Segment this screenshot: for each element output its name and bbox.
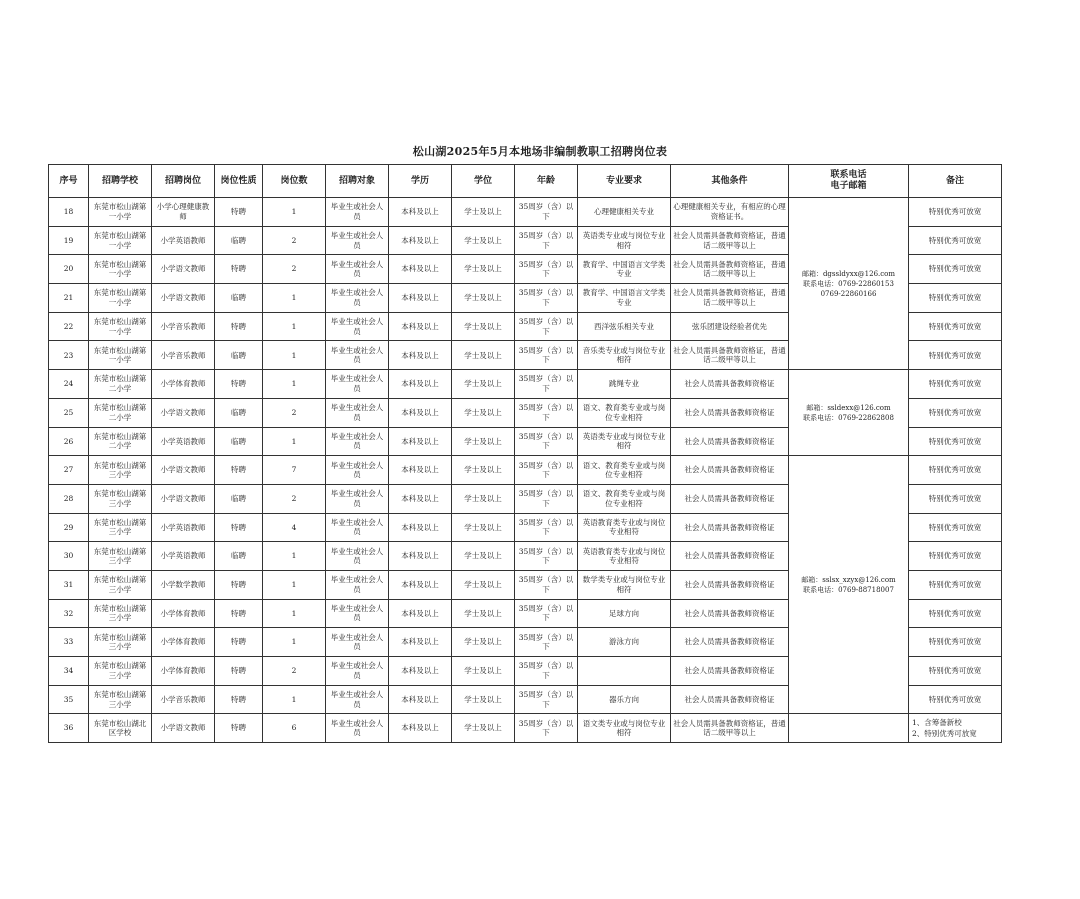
cell-other: 社会人员需具备教师资格证，普通话二级甲等以上	[671, 341, 789, 370]
cell-target: 毕业生或社会人员	[326, 685, 389, 714]
contact-phone1: 联系电话：0769-88718007	[803, 585, 894, 594]
cell-count: 1	[263, 284, 326, 313]
cell-major: 英语类专业或与岗位专业相符	[578, 427, 671, 456]
cell-edu: 本科及以上	[389, 226, 452, 255]
cell-major: 语文、教育类专业或与岗位专业相符	[578, 398, 671, 427]
cell-major: 游泳方向	[578, 628, 671, 657]
cell-no: 36	[49, 714, 89, 743]
cell-nature: 特聘	[215, 198, 263, 227]
cell-target: 毕业生或社会人员	[326, 198, 389, 227]
contact-info	[789, 370, 909, 456]
cell-age: 35周岁（含）以下	[515, 542, 578, 571]
cell-no: 33	[49, 628, 89, 657]
cell-edu: 本科及以上	[389, 513, 452, 542]
cell-count: 1	[263, 341, 326, 370]
cell-count: 2	[263, 657, 326, 686]
cell-nature: 临聘	[215, 226, 263, 255]
recruitment-table	[48, 164, 1002, 743]
cell-age: 35周岁（含）以下	[515, 198, 578, 227]
cell-count: 1	[263, 570, 326, 599]
cell-degree: 学士及以上	[452, 198, 515, 227]
cell-remark: 特别优秀可放宽	[909, 570, 1002, 599]
cell-post: 小学英语教师	[152, 226, 215, 255]
contact-phone1: 联系电话：0769-22862808	[803, 413, 894, 422]
cell-edu: 本科及以上	[389, 398, 452, 427]
header-col-contact: 联系电话 电子邮箱	[789, 165, 909, 198]
cell-count: 1	[263, 427, 326, 456]
header-col-nature: 岗位性质	[215, 165, 263, 198]
cell-other: 社会人员需具备教师资格证	[671, 427, 789, 456]
cell-degree: 学士及以上	[452, 570, 515, 599]
cell-no: 28	[49, 484, 89, 513]
cell-degree: 学士及以上	[452, 370, 515, 399]
cell-remark: 特别优秀可放宽	[909, 255, 1002, 284]
cell-edu: 本科及以上	[389, 685, 452, 714]
cell-nature: 临聘	[215, 427, 263, 456]
cell-major: 跳绳专业	[578, 370, 671, 399]
cell-post: 小学体育教师	[152, 628, 215, 657]
table-header-row	[49, 165, 1002, 198]
cell-post: 小学英语教师	[152, 427, 215, 456]
cell-target: 毕业生或社会人员	[326, 341, 389, 370]
cell-major	[578, 657, 671, 686]
cell-school: 东莞市松山湖第一小学	[89, 312, 152, 341]
cell-school: 东莞市松山湖第三小学	[89, 484, 152, 513]
header-col-edu: 学历	[389, 165, 452, 198]
cell-other: 社会人员需具备教师资格证	[671, 456, 789, 485]
cell-no: 34	[49, 657, 89, 686]
cell-remark: 特别优秀可放宽	[909, 198, 1002, 227]
cell-age: 35周岁（含）以下	[515, 484, 578, 513]
header-col-target: 招聘对象	[326, 165, 389, 198]
cell-remark: 特别优秀可放宽	[909, 284, 1002, 313]
cell-post: 小学音乐教师	[152, 312, 215, 341]
cell-degree: 学士及以上	[452, 398, 515, 427]
cell-major: 语文类专业或与岗位专业相符	[578, 714, 671, 743]
cell-count: 2	[263, 398, 326, 427]
cell-no: 27	[49, 456, 89, 485]
cell-degree: 学士及以上	[452, 714, 515, 743]
cell-school: 东莞市松山湖第三小学	[89, 599, 152, 628]
cell-school: 东莞市松山湖第一小学	[89, 284, 152, 313]
cell-post: 小学心理健康教师	[152, 198, 215, 227]
cell-nature: 特聘	[215, 370, 263, 399]
cell-degree: 学士及以上	[452, 484, 515, 513]
cell-age: 35周岁（含）以下	[515, 427, 578, 456]
cell-remark: 特别优秀可放宽	[909, 427, 1002, 456]
cell-nature: 特聘	[215, 599, 263, 628]
cell-nature: 特聘	[215, 714, 263, 743]
cell-target: 毕业生或社会人员	[326, 456, 389, 485]
cell-edu: 本科及以上	[389, 198, 452, 227]
header-col-no: 序号	[49, 165, 89, 198]
cell-post: 小学体育教师	[152, 370, 215, 399]
cell-other: 社会人员需具备教师资格证	[671, 599, 789, 628]
cell-target: 毕业生或社会人员	[326, 255, 389, 284]
cell-nature: 临聘	[215, 542, 263, 571]
cell-nature: 临聘	[215, 284, 263, 313]
cell-nature: 特聘	[215, 255, 263, 284]
table-row	[49, 198, 1002, 227]
cell-remark: 特别优秀可放宽	[909, 370, 1002, 399]
cell-major: 西洋弦乐相关专业	[578, 312, 671, 341]
cell-nature: 特聘	[215, 628, 263, 657]
cell-post: 小学语文教师	[152, 714, 215, 743]
cell-age: 35周岁（含）以下	[515, 714, 578, 743]
contact-email: 邮箱：sslsx_xzyx@126.com	[801, 575, 896, 584]
cell-school: 东莞市松山湖第三小学	[89, 685, 152, 714]
cell-degree: 学士及以上	[452, 341, 515, 370]
cell-target: 毕业生或社会人员	[326, 284, 389, 313]
cell-age: 35周岁（含）以下	[515, 226, 578, 255]
cell-target: 毕业生或社会人员	[326, 484, 389, 513]
cell-major: 器乐方向	[578, 685, 671, 714]
cell-remark: 特别优秀可放宽	[909, 456, 1002, 485]
cell-degree: 学士及以上	[452, 542, 515, 571]
cell-remark: 特别优秀可放宽	[909, 685, 1002, 714]
contact-email: 邮箱：ssldexx@126.com	[806, 403, 891, 412]
cell-no: 21	[49, 284, 89, 313]
cell-other: 社会人员需具备教师资格证	[671, 370, 789, 399]
cell-remark: 特别优秀可放宽	[909, 398, 1002, 427]
cell-degree: 学士及以上	[452, 456, 515, 485]
cell-other: 社会人员需具备教师资格证	[671, 628, 789, 657]
cell-target: 毕业生或社会人员	[326, 370, 389, 399]
cell-other: 社会人员需具备教师资格证	[671, 685, 789, 714]
cell-other: 社会人员需具备教师资格证，普通话二级甲等以上	[671, 714, 789, 743]
cell-count: 1	[263, 685, 326, 714]
cell-age: 35周岁（含）以下	[515, 370, 578, 399]
cell-target: 毕业生或社会人员	[326, 226, 389, 255]
cell-count: 1	[263, 542, 326, 571]
cell-school: 东莞市松山湖第三小学	[89, 542, 152, 571]
cell-count: 1	[263, 599, 326, 628]
cell-no: 23	[49, 341, 89, 370]
cell-degree: 学士及以上	[452, 628, 515, 657]
cell-edu: 本科及以上	[389, 312, 452, 341]
cell-age: 35周岁（含）以下	[515, 398, 578, 427]
cell-target: 毕业生或社会人员	[326, 599, 389, 628]
cell-edu: 本科及以上	[389, 714, 452, 743]
cell-no: 19	[49, 226, 89, 255]
cell-nature: 特聘	[215, 456, 263, 485]
cell-age: 35周岁（含）以下	[515, 628, 578, 657]
cell-count: 4	[263, 513, 326, 542]
cell-degree: 学士及以上	[452, 599, 515, 628]
cell-nature: 特聘	[215, 312, 263, 341]
cell-post: 小学英语教师	[152, 513, 215, 542]
cell-age: 35周岁（含）以下	[515, 599, 578, 628]
cell-other: 社会人员需具备教师资格证，普通话二级甲等以上	[671, 255, 789, 284]
cell-count: 1	[263, 198, 326, 227]
cell-target: 毕业生或社会人员	[326, 628, 389, 657]
cell-post: 小学数学教师	[152, 570, 215, 599]
cell-nature: 特聘	[215, 685, 263, 714]
cell-no: 22	[49, 312, 89, 341]
cell-edu: 本科及以上	[389, 456, 452, 485]
cell-edu: 本科及以上	[389, 484, 452, 513]
cell-post: 小学体育教师	[152, 657, 215, 686]
header-col-remark: 备注	[909, 165, 1002, 198]
cell-school: 东莞市松山湖第三小学	[89, 570, 152, 599]
cell-major: 音乐类专业或与岗位专业相符	[578, 341, 671, 370]
cell-degree: 学士及以上	[452, 513, 515, 542]
cell-other: 社会人员需具备教师资格证	[671, 484, 789, 513]
cell-target: 毕业生或社会人员	[326, 513, 389, 542]
cell-age: 35周岁（含）以下	[515, 255, 578, 284]
header-col-major: 专业要求	[578, 165, 671, 198]
cell-remark: 特别优秀可放宽	[909, 628, 1002, 657]
cell-target: 毕业生或社会人员	[326, 570, 389, 599]
cell-post: 小学语文教师	[152, 255, 215, 284]
cell-other: 社会人员需具备教师资格证，普通话二级甲等以上	[671, 284, 789, 313]
cell-no: 25	[49, 398, 89, 427]
cell-count: 2	[263, 255, 326, 284]
cell-other: 弦乐团建设经验者优先	[671, 312, 789, 341]
cell-remark: 特别优秀可放宽	[909, 484, 1002, 513]
cell-edu: 本科及以上	[389, 370, 452, 399]
cell-major: 英语教育类专业或与岗位专业相符	[578, 513, 671, 542]
cell-target: 毕业生或社会人员	[326, 714, 389, 743]
cell-major: 语文、教育类专业或与岗位专业相符	[578, 484, 671, 513]
cell-major: 语文、教育类专业或与岗位专业相符	[578, 456, 671, 485]
cell-school: 东莞市松山湖第一小学	[89, 226, 152, 255]
cell-nature: 特聘	[215, 570, 263, 599]
cell-nature: 特聘	[215, 513, 263, 542]
cell-other: 社会人员需具备教师资格证	[671, 657, 789, 686]
cell-school: 东莞市松山湖第二小学	[89, 398, 152, 427]
cell-age: 35周岁（含）以下	[515, 657, 578, 686]
cell-post: 小学英语教师	[152, 542, 215, 571]
contact-phone1: 联系电话：0769-22860153	[803, 279, 894, 288]
cell-no: 32	[49, 599, 89, 628]
cell-remark: 特别优秀可放宽	[909, 599, 1002, 628]
cell-no: 20	[49, 255, 89, 284]
cell-other: 社会人员需具备教师资格证	[671, 570, 789, 599]
cell-school: 东莞市松山湖第三小学	[89, 513, 152, 542]
header-col-age: 年龄	[515, 165, 578, 198]
cell-degree: 学士及以上	[452, 657, 515, 686]
cell-school: 东莞市松山湖第一小学	[89, 255, 152, 284]
cell-school: 东莞市松山湖第三小学	[89, 628, 152, 657]
cell-nature: 特聘	[215, 657, 263, 686]
header-col-post: 招聘岗位	[152, 165, 215, 198]
cell-post: 小学音乐教师	[152, 341, 215, 370]
cell-edu: 本科及以上	[389, 599, 452, 628]
cell-nature: 临聘	[215, 341, 263, 370]
cell-major: 足球方向	[578, 599, 671, 628]
cell-degree: 学士及以上	[452, 427, 515, 456]
contact-info	[789, 456, 909, 714]
cell-target: 毕业生或社会人员	[326, 398, 389, 427]
cell-count: 2	[263, 226, 326, 255]
cell-remark: 特别优秀可放宽	[909, 542, 1002, 571]
cell-school: 东莞市松山湖北区学校	[89, 714, 152, 743]
cell-degree: 学士及以上	[452, 284, 515, 313]
cell-edu: 本科及以上	[389, 427, 452, 456]
cell-count: 2	[263, 484, 326, 513]
cell-no: 31	[49, 570, 89, 599]
cell-count: 1	[263, 312, 326, 341]
cell-major: 教育学、中国语言文学类专业	[578, 284, 671, 313]
table-row	[49, 456, 1002, 485]
cell-edu: 本科及以上	[389, 255, 452, 284]
cell-count: 1	[263, 370, 326, 399]
cell-edu: 本科及以上	[389, 628, 452, 657]
header-col-degree: 学位	[452, 165, 515, 198]
cell-age: 35周岁（含）以下	[515, 513, 578, 542]
cell-age: 35周岁（含）以下	[515, 456, 578, 485]
cell-post: 小学音乐教师	[152, 685, 215, 714]
cell-other: 社会人员需具备教师资格证	[671, 542, 789, 571]
contact-email: 邮箱：dgssldyxx@126.com	[801, 269, 896, 278]
header-col-school: 招聘学校	[89, 165, 152, 198]
cell-major: 心理健康相关专业	[578, 198, 671, 227]
cell-post: 小学语文教师	[152, 398, 215, 427]
cell-school: 东莞市松山湖第一小学	[89, 198, 152, 227]
table-row	[49, 714, 1002, 743]
cell-remark: 特别优秀可放宽	[909, 341, 1002, 370]
cell-count: 7	[263, 456, 326, 485]
cell-age: 35周岁（含）以下	[515, 341, 578, 370]
cell-edu: 本科及以上	[389, 657, 452, 686]
cell-major: 英语类专业或与岗位专业相符	[578, 226, 671, 255]
cell-other: 社会人员需具备教师资格证	[671, 513, 789, 542]
table-row	[49, 370, 1002, 399]
cell-age: 35周岁（含）以下	[515, 312, 578, 341]
cell-remark: 特别优秀可放宽	[909, 226, 1002, 255]
cell-count: 1	[263, 628, 326, 657]
cell-post: 小学语文教师	[152, 456, 215, 485]
cell-no: 29	[49, 513, 89, 542]
cell-no: 35	[49, 685, 89, 714]
cell-degree: 学士及以上	[452, 226, 515, 255]
cell-degree: 学士及以上	[452, 685, 515, 714]
cell-school: 东莞市松山湖第一小学	[89, 341, 152, 370]
cell-post: 小学语文教师	[152, 484, 215, 513]
cell-school: 东莞市松山湖第二小学	[89, 427, 152, 456]
cell-target: 毕业生或社会人员	[326, 312, 389, 341]
cell-remark: 特别优秀可放宽	[909, 657, 1002, 686]
cell-age: 35周岁（含）以下	[515, 570, 578, 599]
cell-target: 毕业生或社会人员	[326, 657, 389, 686]
contact-cell-empty	[789, 714, 909, 743]
contact-info	[789, 198, 909, 370]
cell-no: 18	[49, 198, 89, 227]
cell-remark: 特别优秀可放宽	[909, 312, 1002, 341]
cell-no: 26	[49, 427, 89, 456]
cell-school: 东莞市松山湖第三小学	[89, 456, 152, 485]
cell-age: 35周岁（含）以下	[515, 685, 578, 714]
header-col-count: 岗位数	[263, 165, 326, 198]
cell-major: 教育学、中国语言文学类专业	[578, 255, 671, 284]
cell-degree: 学士及以上	[452, 312, 515, 341]
cell-other: 社会人员需具备教师资格证	[671, 398, 789, 427]
cell-nature: 临聘	[215, 398, 263, 427]
cell-post: 小学体育教师	[152, 599, 215, 628]
page-title: 松山湖2025年5月本地场非编制教职工招聘岗位表	[412, 145, 668, 158]
cell-school: 东莞市松山湖第三小学	[89, 657, 152, 686]
cell-edu: 本科及以上	[389, 542, 452, 571]
header-col-other: 其他条件	[671, 165, 789, 198]
cell-edu: 本科及以上	[389, 341, 452, 370]
cell-count: 6	[263, 714, 326, 743]
cell-major: 数学类专业或与岗位专业相符	[578, 570, 671, 599]
cell-edu: 本科及以上	[389, 570, 452, 599]
cell-target: 毕业生或社会人员	[326, 542, 389, 571]
cell-post: 小学语文教师	[152, 284, 215, 313]
cell-nature: 临聘	[215, 484, 263, 513]
cell-remark: 1、含筹备新校 2、特别优秀可放宽	[909, 714, 1002, 743]
contact-phone2: 0769-22860166	[820, 289, 877, 298]
cell-remark: 特别优秀可放宽	[909, 513, 1002, 542]
cell-edu: 本科及以上	[389, 284, 452, 313]
cell-major: 英语教育类专业或与岗位专业相符	[578, 542, 671, 571]
cell-age: 35周岁（含）以下	[515, 284, 578, 313]
cell-target: 毕业生或社会人员	[326, 427, 389, 456]
cell-degree: 学士及以上	[452, 255, 515, 284]
cell-no: 24	[49, 370, 89, 399]
cell-other: 心理健康相关专业，有相应的心理资格证书。	[671, 198, 789, 227]
cell-no: 30	[49, 542, 89, 571]
cell-school: 东莞市松山湖第二小学	[89, 370, 152, 399]
cell-other: 社会人员需具备教师资格证，普通话二级甲等以上	[671, 226, 789, 255]
